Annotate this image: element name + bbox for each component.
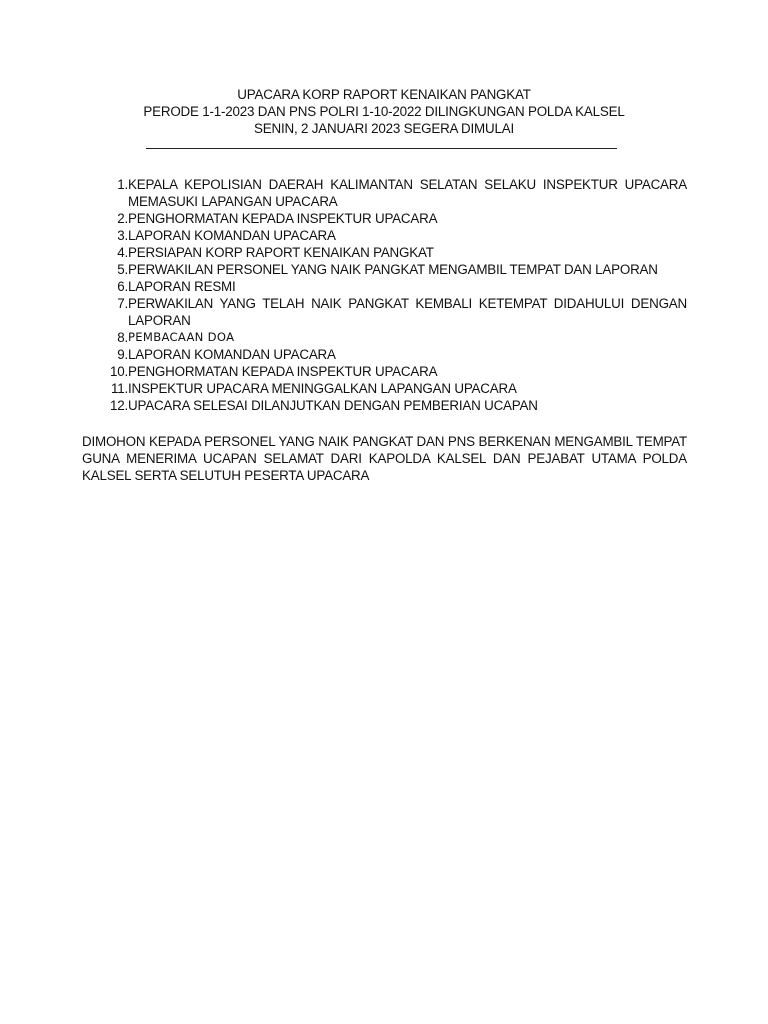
header-date: SENIN, 2 JANUARI 2023 SEGERA DIMULAI bbox=[254, 121, 514, 136]
agenda-item-text: LAPORAN KOMANDAN UPACARA bbox=[128, 228, 336, 243]
agenda-item bbox=[82, 278, 687, 295]
header-divider bbox=[146, 148, 617, 149]
agenda-item-number: 8. bbox=[117, 330, 128, 345]
agenda-item bbox=[82, 261, 687, 278]
agenda-item-text: PENGHORMATAN KEPADA INSPEKTUR UPACARA bbox=[128, 211, 438, 226]
agenda-item-text: LAPORAN RESMI bbox=[128, 279, 236, 294]
header-title: UPACARA KORP RAPORT KENAIKAN PANGKAT bbox=[237, 87, 531, 102]
agenda-item-number: 10. bbox=[109, 364, 128, 379]
agenda-item-number: 7. bbox=[117, 296, 128, 311]
agenda-item-text: PERSIAPAN KORP RAPORT KENAIKAN PANGKAT bbox=[128, 245, 434, 260]
agenda-item bbox=[82, 346, 687, 363]
agenda-item bbox=[82, 244, 687, 261]
document-header bbox=[0, 86, 768, 137]
agenda-item-number: 6. bbox=[117, 279, 128, 294]
agenda-item-number: 3. bbox=[117, 228, 128, 243]
agenda-item-number: 9. bbox=[117, 347, 128, 362]
agenda-item bbox=[82, 363, 687, 380]
agenda-item-text: PENGHORMATAN KEPADA INSPEKTUR UPACARA bbox=[128, 364, 438, 379]
agenda-item-number: 5. bbox=[117, 262, 128, 277]
agenda-item bbox=[82, 397, 687, 414]
header-period: PERODE 1-1-2023 DAN PNS POLRI 1-10-2022 DILINGKUNGAN POLDA KALSEL bbox=[143, 104, 625, 119]
agenda-item bbox=[82, 380, 687, 397]
agenda-item bbox=[82, 176, 687, 210]
agenda-item-number: 2. bbox=[117, 211, 128, 226]
agenda-item-number: 11. bbox=[110, 381, 128, 396]
agenda-list bbox=[82, 176, 687, 414]
agenda-item-text: INSPEKTUR UPACARA MENINGGALKAN LAPANGAN UPACARA bbox=[128, 381, 517, 396]
closing-note: DIMOHON KEPADA PERSONEL YANG NAIK PANGKAT DAN PNS BERKENAN MENGAMBIL TEMPAT GUNA MENERIMA UCAPAN SELAMAT DARI KAPOLDA KALSEL DAN PEJABAT UTAMA POLDA KALSEL SERTA SELUTUH PESERTA UPACARA bbox=[82, 434, 687, 483]
agenda-item-text: LAPORAN KOMANDAN UPACARA bbox=[128, 347, 336, 362]
agenda-item bbox=[82, 210, 687, 227]
agenda-item-number: 1. bbox=[117, 177, 128, 192]
agenda-item bbox=[82, 295, 687, 329]
agenda-item-text: PERWAKILAN PERSONEL YANG NAIK PANGKAT MENGAMBIL TEMPAT DAN LAPORAN bbox=[128, 262, 658, 277]
agenda-item bbox=[82, 329, 687, 346]
agenda-item-number: 4. bbox=[117, 245, 128, 260]
agenda-item-text: PERWAKILAN YANG TELAH NAIK PANGKAT KEMBALI KETEMPAT DIDAHULUI DENGAN LAPORAN bbox=[128, 296, 687, 328]
agenda-item-text: PEMBACAAN DOA bbox=[128, 330, 235, 344]
agenda-item-number: 12. bbox=[109, 398, 128, 413]
agenda-item bbox=[82, 227, 687, 244]
agenda-item-text: UPACARA SELESAI DILANJUTKAN DENGAN PEMBERIAN UCAPAN bbox=[128, 398, 538, 413]
agenda-item-text: KEPALA KEPOLISIAN DAERAH KALIMANTAN SELATAN SELAKU INSPEKTUR UPACARA MEMASUKI LAPANGAN UPACARA bbox=[128, 177, 687, 209]
